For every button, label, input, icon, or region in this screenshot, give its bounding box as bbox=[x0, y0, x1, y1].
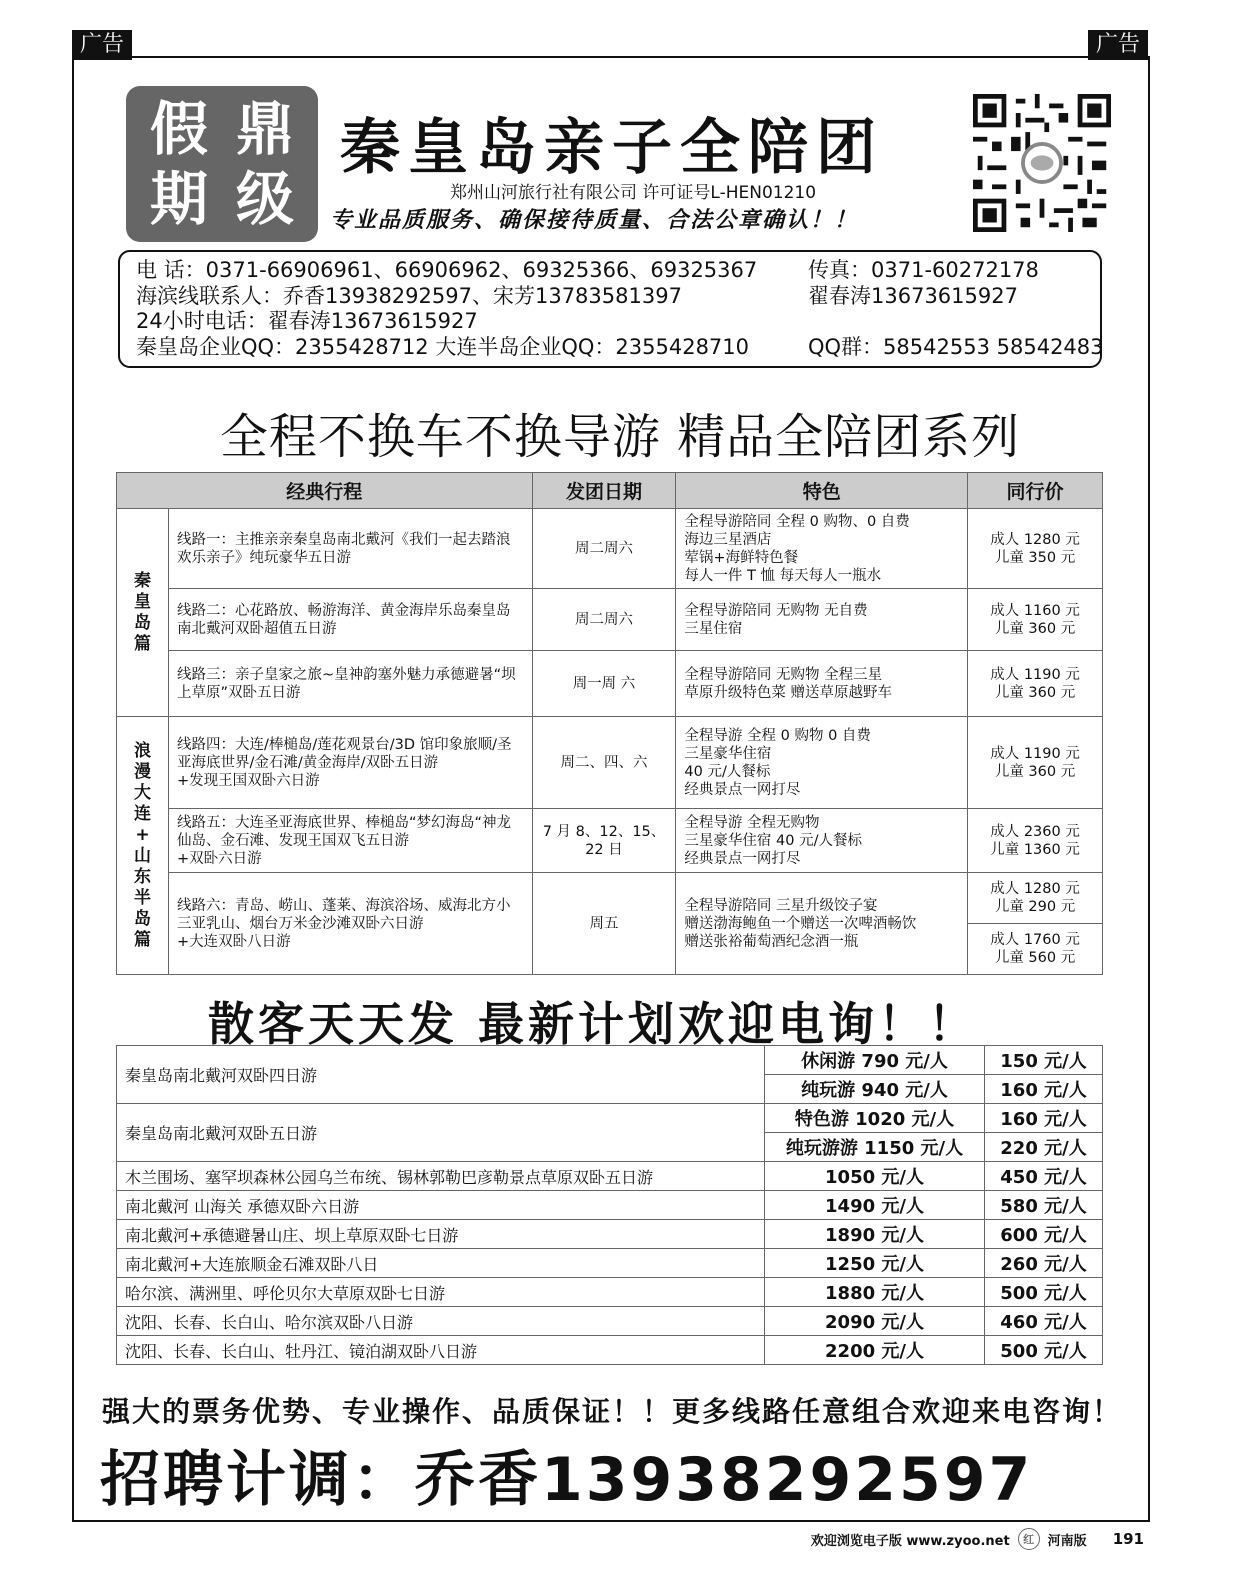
route-name: 秦皇岛南北戴河双卧五日游 bbox=[117, 1104, 765, 1162]
table-header bbox=[117, 473, 1103, 509]
price-1: 纯玩游 940 元/人 bbox=[765, 1075, 985, 1104]
page-number: 191 bbox=[1112, 1530, 1144, 1548]
logo bbox=[126, 86, 318, 242]
price-1: 1890 元/人 bbox=[765, 1220, 985, 1249]
route-cell: 线路五：大连圣亚海底世界、棒槌岛“梦幻海岛“神龙仙岛、金石滩、发现王国双飞五日游 +双卧六日游 bbox=[168, 809, 532, 873]
date-cell: 周二、四、六 bbox=[532, 717, 676, 809]
price-2: 160 元/人 bbox=[985, 1104, 1103, 1133]
route-name: 沈阳、长春、长白山、牡丹江、镜泊湖双卧八日游 bbox=[117, 1336, 765, 1365]
route-cell: 线路一：主推亲亲秦皇岛南北戴河《我们一起去踏浪欢乐亲子》纯玩豪华五日游 bbox=[168, 509, 532, 589]
table-row bbox=[117, 1104, 1103, 1133]
tour-table bbox=[116, 472, 1103, 975]
feature-cell: 全程导游陪同 全程 0 购物、0 自费 海边三星酒店 荤锅+海鲜特色餐 每人一件 T 恤 每天每人一瓶水 bbox=[676, 509, 968, 589]
logo-char: 级 bbox=[235, 165, 294, 233]
route-name: 南北戴河+承德避暑山庄、坝上草原双卧七日游 bbox=[117, 1220, 765, 1249]
company-license: 郑州山河旅行社有限公司 许可证号L-HEN01210 bbox=[450, 183, 817, 203]
ad-tag-left: 广告 bbox=[72, 30, 132, 60]
route-cell: 线路三：亲子皇家之旅~皇神韵塞外魅力承德避暑“坝上草原”双卧五日游 bbox=[168, 651, 532, 717]
section-headline: 全程不换车不换导游 精品全陪团系列 bbox=[219, 409, 1021, 465]
price-list-table bbox=[116, 1045, 1103, 1365]
table-row bbox=[117, 589, 1103, 651]
route-name: 秦皇岛南北戴河双卧四日游 bbox=[117, 1046, 765, 1104]
price-cell: 成人 1760 元 儿童 560 元 bbox=[968, 924, 1103, 975]
qq-group: QQ群：58542553 58542483 bbox=[808, 334, 1104, 359]
price-1: 1880 元/人 bbox=[765, 1278, 985, 1307]
price-1: 1490 元/人 bbox=[765, 1191, 985, 1220]
region-label: 浪 漫 大 连 + 山 东 半 岛 篇 bbox=[117, 717, 169, 975]
price-2: 450 元/人 bbox=[985, 1162, 1103, 1191]
col-header: 发团日期 bbox=[532, 473, 676, 509]
feature-cell: 全程导游 全程无购物 三星豪华住宿 40 元/人餐标 经典景点一网打尽 bbox=[676, 809, 968, 873]
feature-cell: 全程导游陪同 无购物 全程三星 草原升级特色菜 赠送草原越野车 bbox=[676, 651, 968, 717]
route-name: 南北戴河+大连旅顺金石滩双卧八日 bbox=[117, 1249, 765, 1278]
logo-char: 假 bbox=[149, 95, 208, 163]
daily-departures-headline: 散客天天发 最新计划欢迎电询！！ bbox=[208, 997, 979, 1051]
price-cell: 成人 1160 元 儿童 360 元 bbox=[968, 589, 1103, 651]
price-2: 500 元/人 bbox=[985, 1278, 1103, 1307]
footer-text: 欢迎浏览电子版 www.zyoo.net bbox=[810, 1533, 1010, 1549]
table-row bbox=[117, 509, 1103, 589]
feature-cell: 全程导游陪同 无购物 无自费 三星住宿 bbox=[676, 589, 968, 651]
price-cell: 成人 2360 元 儿童 1360 元 bbox=[968, 809, 1103, 873]
table-row bbox=[117, 1307, 1103, 1336]
route-name: 沈阳、长春、长白山、哈尔滨双卧八日游 bbox=[117, 1307, 765, 1336]
recruitment-line: 招聘计调：乔香13938292597 bbox=[100, 1445, 1034, 1515]
coastal-contact-2: 翟春涛13673615927 bbox=[808, 283, 1018, 308]
price-1: 1050 元/人 bbox=[765, 1162, 985, 1191]
table-row bbox=[117, 1220, 1103, 1249]
logo-char: 期 bbox=[149, 165, 208, 233]
hotline: 24小时电话：翟春涛13673615927 bbox=[136, 309, 478, 333]
region-label: 秦 皇 岛 篇 bbox=[117, 509, 169, 717]
table-row bbox=[117, 1249, 1103, 1278]
date-cell: 周二周六 bbox=[532, 509, 676, 589]
date-cell: 周五 bbox=[532, 873, 676, 975]
price-2: 580 元/人 bbox=[985, 1191, 1103, 1220]
feature-cell: 全程导游 全程 0 购物 0 自费 三星豪华住宿 40 元/人餐标 经典景点一网打尽 bbox=[676, 717, 968, 809]
hong-logo-icon: 红 bbox=[1018, 1528, 1040, 1550]
price-2: 220 元/人 bbox=[985, 1133, 1103, 1162]
coastal-contact: 海滨线联系人：乔香13938292597、宋芳13783581397 bbox=[136, 283, 682, 308]
table-row bbox=[117, 1162, 1103, 1191]
price-1: 特色游 1020 元/人 bbox=[765, 1104, 985, 1133]
date-cell: 周二周六 bbox=[532, 589, 676, 651]
route-name: 南北戴河 山海关 承德双卧六日游 bbox=[117, 1191, 765, 1220]
table-row bbox=[117, 1278, 1103, 1307]
route-cell: 线路六：青岛、崂山、蓬莱、海滨浴场、威海北方小三亚乳山、烟台万米金沙滩双卧六日游 +大连双卧八日游 bbox=[168, 873, 532, 975]
slogan: 专业品质服务、确保接待质量、合法公章确认！！ bbox=[330, 208, 859, 233]
col-header: 同行价 bbox=[968, 473, 1103, 509]
qr-code-icon bbox=[970, 94, 1114, 232]
phone-line: 电 话：0371-66906961、66906962、69325366、69325367 bbox=[136, 258, 758, 282]
date-cell: 周一周 六 bbox=[532, 651, 676, 717]
price-2: 150 元/人 bbox=[985, 1046, 1103, 1075]
price-1: 2200 元/人 bbox=[765, 1336, 985, 1365]
price-2: 160 元/人 bbox=[985, 1075, 1103, 1104]
feature-cell: 全程导游陪同 三星升级饺子宴 赠送渤海鲍鱼一个赠送一次啤酒畅饮 赠送张裕葡萄酒纪念酒一瓶 bbox=[676, 873, 968, 975]
contact-box bbox=[118, 250, 1102, 368]
price-1: 休闲游 790 元/人 bbox=[765, 1046, 985, 1075]
col-header: 经典行程 bbox=[117, 473, 533, 509]
ticketing-slogan: 强大的票务优势、专业操作、品质保证！！更多线路任意组合欢迎来电咨询！ bbox=[102, 1395, 1123, 1428]
price-2: 460 元/人 bbox=[985, 1307, 1103, 1336]
price-2: 600 元/人 bbox=[985, 1220, 1103, 1249]
table-row bbox=[117, 1336, 1103, 1365]
table-row bbox=[117, 1046, 1103, 1075]
fax-line: 传真：0371-60272178 bbox=[808, 258, 1039, 282]
page-footer bbox=[811, 1528, 1144, 1550]
price-cell: 成人 1280 元 儿童 350 元 bbox=[968, 509, 1103, 589]
route-name: 哈尔滨、满洲里、呼伦贝尔大草原双卧七日游 bbox=[117, 1278, 765, 1307]
table-row bbox=[117, 809, 1103, 873]
price-cell: 成人 1190 元 儿童 360 元 bbox=[968, 717, 1103, 809]
price-2: 500 元/人 bbox=[985, 1336, 1103, 1365]
price-1: 2090 元/人 bbox=[765, 1307, 985, 1336]
route-cell: 线路二：心花路放、畅游海洋、黄金海岸乐岛秦皇岛南北戴河双卧超值五日游 bbox=[168, 589, 532, 651]
route-cell: 线路四：大连/棒槌岛/莲花观景台/3D 馆印象旅顺/圣亚海底世界/金石滩/黄金海岸/双卧五日游 +发现王国双卧六日游 bbox=[168, 717, 532, 809]
route-name: 木兰围场、塞罕坝森林公园乌兰布统、锡林郭勒巴彦勒景点草原双卧五日游 bbox=[117, 1162, 765, 1191]
table-row bbox=[117, 651, 1103, 717]
price-cell: 成人 1190 元 儿童 360 元 bbox=[968, 651, 1103, 717]
price-1: 1250 元/人 bbox=[765, 1249, 985, 1278]
brand-title: 秦皇岛亲子全陪团 bbox=[340, 113, 884, 183]
price-1: 纯玩游游 1150 元/人 bbox=[765, 1133, 985, 1162]
table-row bbox=[117, 717, 1103, 809]
price-cell: 成人 1280 元 儿童 290 元 bbox=[968, 873, 1103, 924]
logo-char: 鼎 bbox=[235, 95, 294, 163]
table-row bbox=[117, 873, 1103, 924]
date-cell: 7 月 8、12、15、 22 日 bbox=[532, 809, 676, 873]
ad-tag-right: 广告 bbox=[1088, 30, 1148, 60]
col-header: 特色 bbox=[676, 473, 968, 509]
price-2: 260 元/人 bbox=[985, 1249, 1103, 1278]
table-row bbox=[117, 1191, 1103, 1220]
enterprise-qq: 秦皇岛企业QQ：2355428712 大连半岛企业QQ：2355428710 bbox=[136, 334, 750, 359]
edition-label: 河南版 bbox=[1047, 1533, 1087, 1549]
